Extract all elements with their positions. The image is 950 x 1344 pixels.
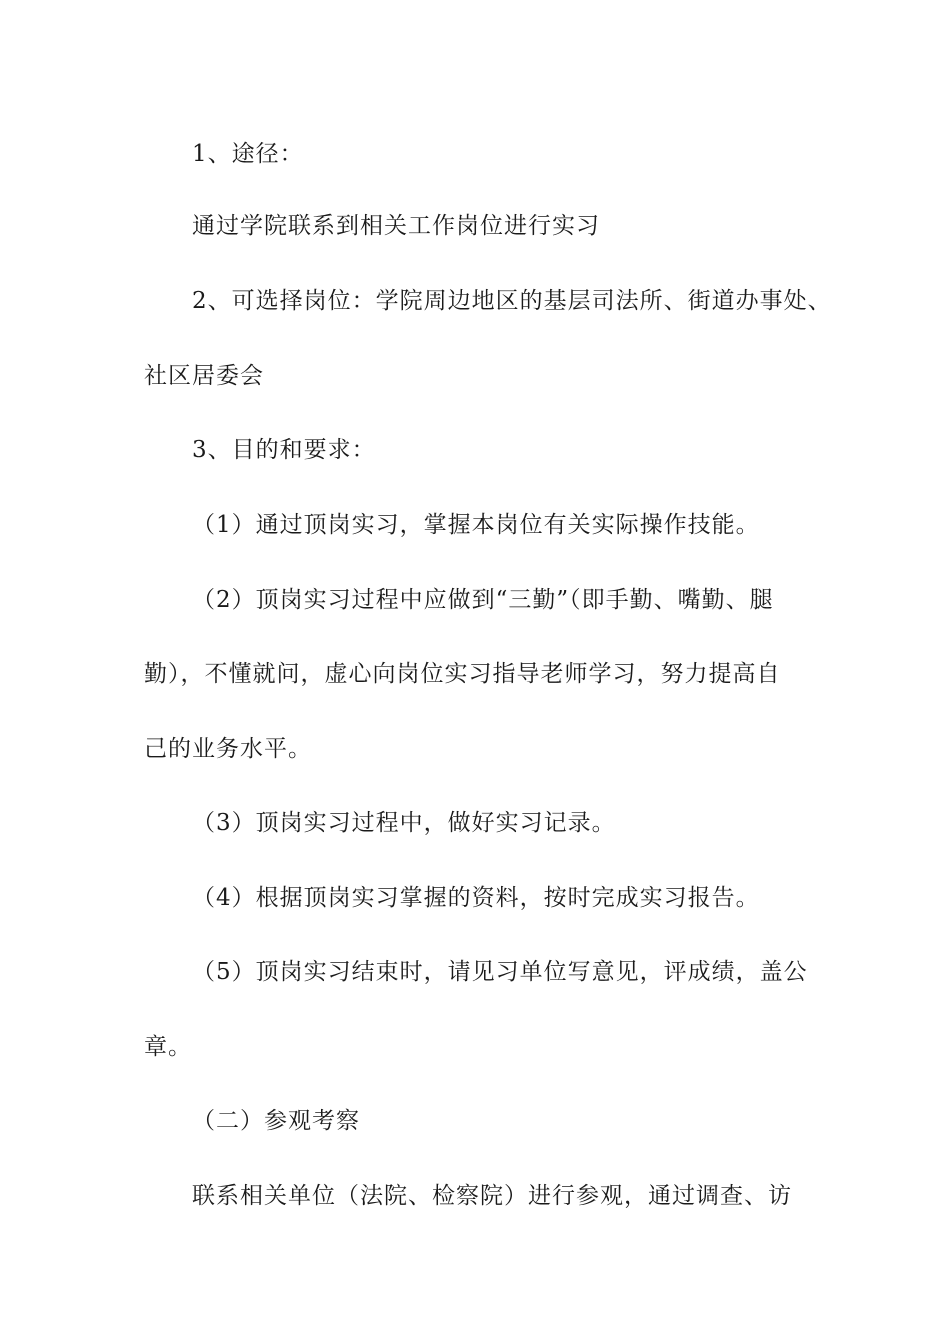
list-item-5: （5）顶岗实习结束时，请见习单位写意见，评成绩，盖公 (192, 959, 808, 985)
list-item-2: （2）顶岗实习过程中应做到“三勤”（即手勤、嘴勤、腿 (192, 587, 774, 613)
heading-route: 1、途径： (192, 141, 304, 167)
list-item-1: （1）通过顶岗实习，掌握本岗位有关实际操作技能。 (192, 512, 760, 538)
list-item-4: （4）根据顶岗实习掌握的资料，按时完成实习报告。 (192, 885, 760, 911)
paragraph-positions: 2、可选择岗位：学院周边地区的基层司法所、街道办事处、 (192, 288, 832, 314)
list-item-3: （3）顶岗实习过程中，做好实习记录。 (192, 810, 616, 836)
list-item-5-continued: 章。 (144, 1034, 192, 1060)
list-item-2-end: 己的业务水平。 (144, 736, 312, 762)
paragraph-route-body: 通过学院联系到相关工作岗位进行实习 (192, 213, 600, 239)
paragraph-visit: 联系相关单位（法院、检察院）进行参观，通过调查、访 (192, 1183, 792, 1209)
list-item-2-continued: 勤），不懂就问，虚心向岗位实习指导老师学习，努力提高自 (144, 661, 781, 687)
paragraph-positions-continued: 社区居委会 (144, 363, 264, 389)
heading-goals: 3、目的和要求： (192, 437, 376, 463)
section-heading-visit: （二）参观考察 (192, 1108, 360, 1134)
